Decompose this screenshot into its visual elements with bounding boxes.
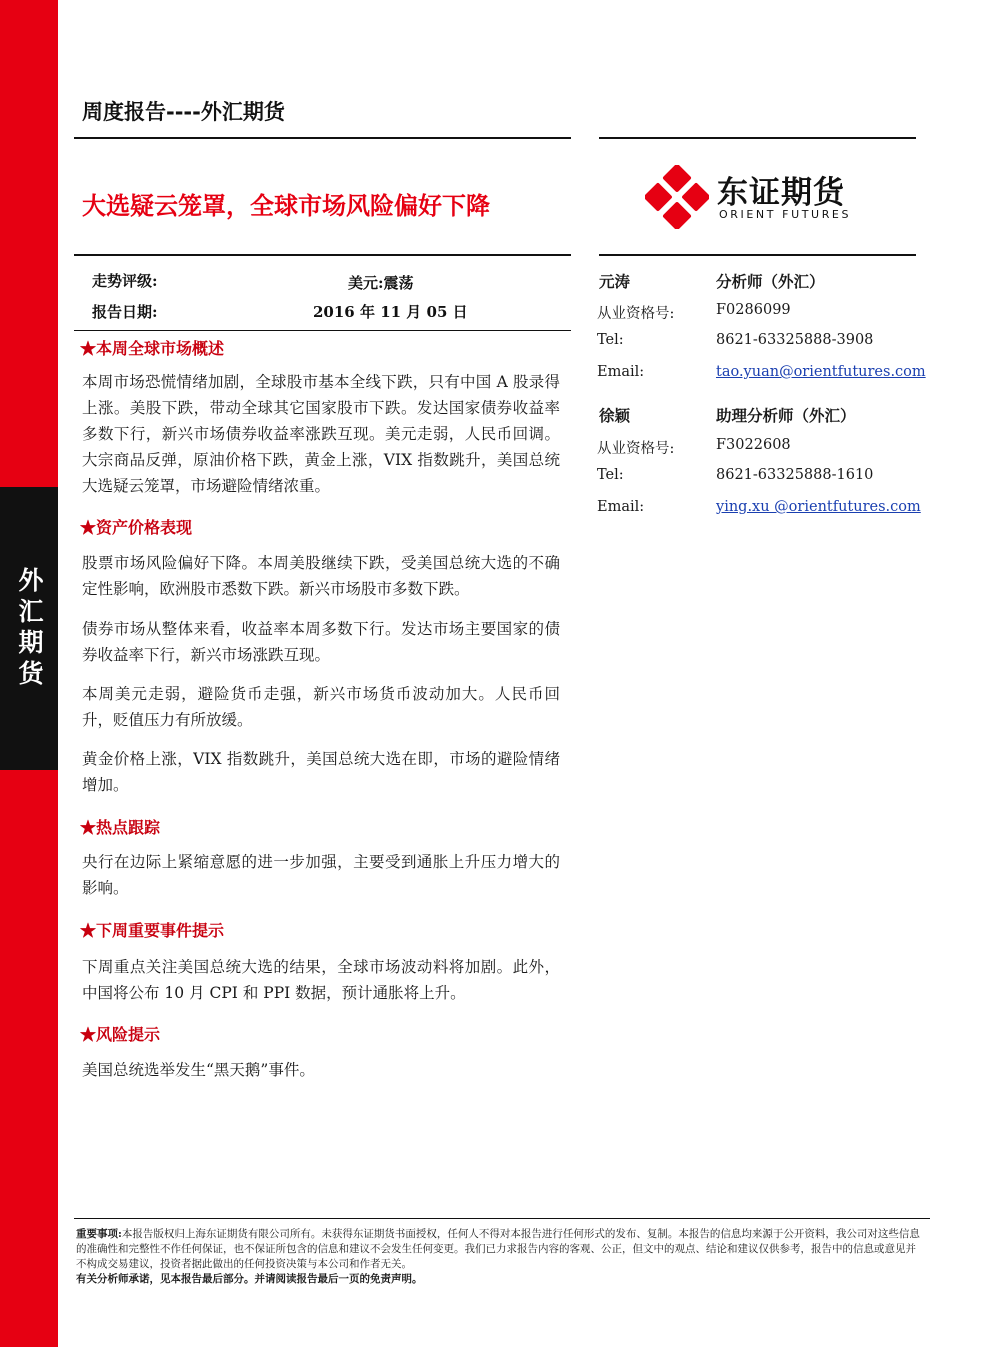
section-heading: ★本周全球市场概述: [80, 339, 225, 358]
document-type: 周度报告----外汇期货: [82, 100, 285, 124]
section-heading: ★热点跟踪: [80, 818, 161, 837]
section-heading: ★资产价格表现: [80, 518, 193, 537]
tel-label: Tel:: [597, 467, 624, 483]
analyst-role: 助理分析师（外汇）: [716, 406, 856, 425]
email-label: Email:: [597, 364, 645, 380]
date-value: 2016 年 11 月 05 日: [313, 303, 468, 321]
license-label: 从业资格号:: [597, 441, 675, 457]
company-logo: [645, 165, 865, 231]
divider: [74, 254, 571, 256]
email-link[interactable]: ying.xu @orientfutures.com: [716, 499, 921, 515]
rating-label: 走势评级:: [92, 272, 158, 290]
tel-label: Tel:: [597, 332, 624, 348]
side-tab-label: 外汇期货: [15, 566, 44, 691]
license-number: F3022608: [716, 437, 791, 453]
date-label: 报告日期:: [92, 303, 158, 321]
section-paragraph: 美国总统选举发生“黑天鹅”事件。: [82, 1061, 315, 1079]
section-paragraph: 债券市场从整体来看，收益率本周多数下行。发达市场主要国家的债券收益率下行，新兴市场涨跌互现。: [82, 620, 560, 664]
analyst-role: 分析师（外汇）: [716, 272, 825, 291]
rating-value: 美元:震荡: [348, 274, 414, 292]
divider: [74, 137, 571, 139]
section-paragraph: 黄金价格上涨，VIX 指数跳升，美国总统大选在即，市场的避险情绪增加。: [82, 750, 560, 794]
section-heading: ★风险提示: [80, 1025, 161, 1044]
email-link[interactable]: tao.yuan@orientfutures.com: [716, 364, 926, 380]
logo-mark-icon: [645, 165, 709, 229]
logo-english-name: ORIENT FUTURES: [719, 208, 852, 221]
license-label: 从业资格号:: [597, 306, 675, 322]
section-heading: ★下周重要事件提示: [80, 921, 225, 940]
section-paragraph: 央行在边际上紧缩意愿的进一步加强，主要受到通胀上升压力增大的影响。: [82, 853, 560, 897]
section-paragraph: 本周美元走弱，避险货币走强，新兴市场货币波动加大。人民币回升，贬值压力有所放缓。: [82, 685, 560, 729]
section-paragraph: 本周市场恐慌情绪加剧，全球股市基本全线下跌，只有中国 A 股录得上涨。美股下跌，带动全球其它国家股市下跌。发达国家债券收益率多数下行，新兴市场债券收益率涨跌互现。美元走弱，人民币回调。大宗商品反弹，原油价格下跌，黄金上涨，VIX 指数跳升，美国总统大选疑云笼罩，市场避险情绪浓重。: [82, 373, 560, 495]
license-number: F0286099: [716, 302, 791, 318]
analyst-name: 徐颖: [599, 406, 631, 425]
logo-chinese-name: 东证期货: [717, 175, 845, 211]
section-paragraph: 下周重点关注美国总统大选的结果，全球市场波动料将加剧。此外，中国将公布 10 月 CPI 和 PPI 数据，预计通胀将上升。: [82, 958, 560, 1002]
footer-disclaimer: [76, 1227, 926, 1287]
analyst-commitment: 有关分析师承诺，见本报告最后部分。并请阅读报告最后一页的免责声明。: [76, 1273, 423, 1285]
divider: [599, 254, 916, 256]
notice-label: 重要事项:: [76, 1228, 122, 1240]
notice-text: 本报告版权归上海东证期货有限公司所有。未获得东证期货书面授权，任何人不得对本报告进行任何形式的发布、复制。本报告的信息均来源于公开资料，我公司对这些信息的准确性和完整性不作任何保证，也不保证所包含的信息和建议不会发生任何变更。我们已力求报告内容的客观、公正，但文中的观点、结论和建议仅供参考，报告中的信息或意见并不构成交易建议，投资者据此做出的任何投资决策与本公司和作者无关。: [76, 1228, 920, 1270]
tel-number: 8621-63325888-1610: [716, 467, 874, 483]
footer-divider: [74, 1218, 930, 1219]
report-title: 大选疑云笼罩，全球市场风险偏好下降: [82, 192, 490, 220]
side-category-tab: [0, 487, 58, 770]
section-paragraph: 股票市场风险偏好下降。本周美股继续下跌，受美国总统大选的不确定性影响，欧洲股市悉数下跌。新兴市场股市多数下跌。: [82, 554, 560, 598]
email-label: Email:: [597, 499, 645, 515]
divider: [599, 137, 916, 139]
tel-number: 8621-63325888-3908: [716, 332, 874, 348]
analyst-name: 元涛: [599, 272, 631, 291]
divider: [74, 330, 571, 331]
